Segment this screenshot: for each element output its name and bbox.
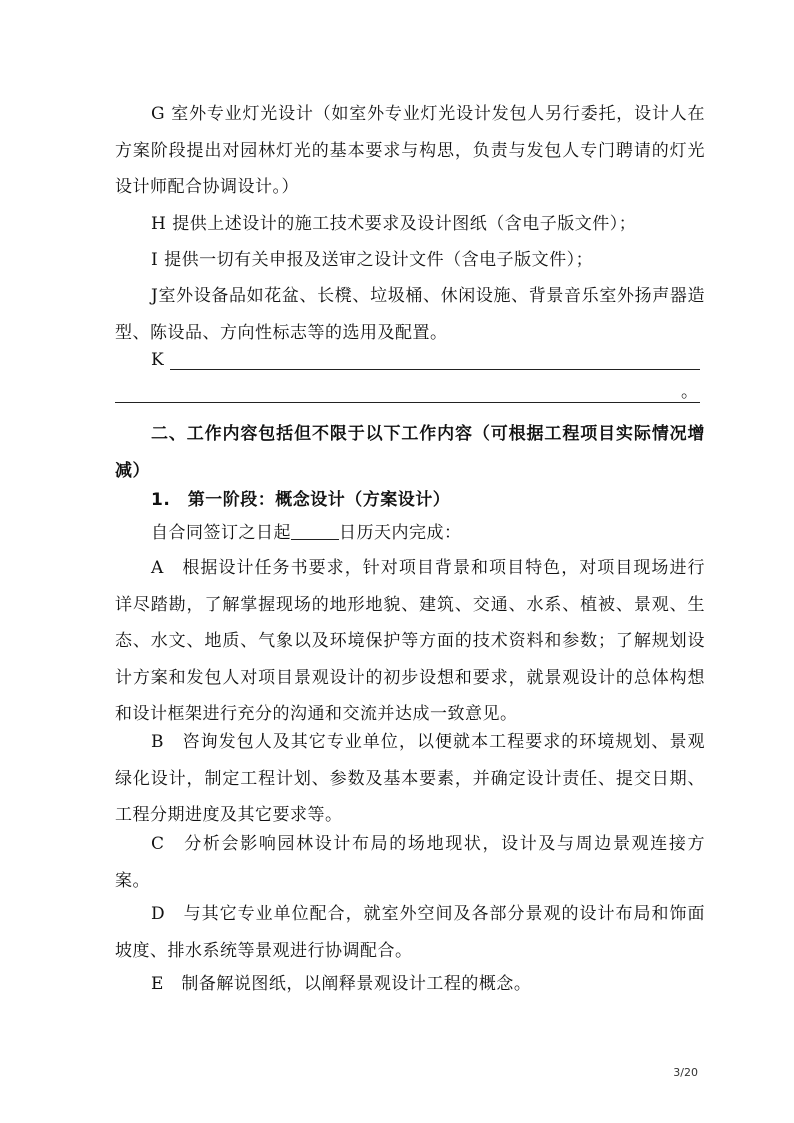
section-2-heading: 二、工作内容包括但不限于以下工作内容（可根据工程项目实际情况增减）: [115, 424, 705, 481]
blank-fill-line-2: [115, 402, 700, 403]
stage-1-heading: 1. 第一阶段：概念设计（方案设计）: [151, 490, 451, 510]
timeframe-prefix: 自合同签订之日起: [151, 523, 291, 543]
paragraph-a: A 根据设计任务书要求，针对项目背景和项目特色，对项目现场进行详尽踏勘，了解掌握现场的地形地貌、建筑、交通、水系、植被、景观、生态、水文、地质、气象以及环境保护等方面的技术资料和参数；了解规划设计方案和发包人对项目景观设计的初步设想和要求，就景观设计的总体构想和设计框架进行充分的沟通和交流并达成一致意见。: [115, 558, 705, 724]
paragraph-k-period: 。: [681, 382, 698, 402]
paragraph-d: D 与其它专业单位配合，就室外空间及各部分景观的设计布局和饰面坡度、排水系统等景观进行协调配合。: [115, 904, 705, 961]
paragraph-e: E 制备解说图纸，以阐释景观设计工程的概念。: [151, 974, 532, 994]
paragraph-j: J室外设备品如花盆、长櫈、垃圾桶、休闲设施、背景音乐室外扬声器造型、陈设品、方向性标志等的选用及配置。: [115, 286, 705, 343]
timeframe-suffix: 日历天内完成：: [339, 523, 462, 543]
stage-1-timeframe: [115, 515, 705, 552]
paragraph-i: I 提供一切有关申报及送审之设计文件（含电子版文件）；: [151, 250, 594, 270]
paragraph-g: G 室外专业灯光设计（如室外专业灯光设计发包人另行委托，设计人在方案阶段提出对园林灯光的基本要求与构思，负责与发包人专门聘请的灯光设计师配合协调设计。）: [115, 104, 705, 197]
paragraph-b: B 咨询发包人及其它专业单位，以便就本工程要求的环境规划、景观绿化设计，制定工程计划、参数及基本要素，并确定设计责任、提交日期、工程分期进度及其它要求等。: [115, 732, 705, 825]
paragraph-k-label: K: [151, 350, 164, 370]
blank-fill-line-1: [170, 369, 700, 370]
paragraph-c: C 分析会影响园林设计布局的场地现状，设计及与周边景观连接方案。: [115, 834, 705, 891]
paragraph-h: H 提供上述设计的施工技术要求及设计图纸（含电子版文件）；: [151, 214, 637, 234]
days-blank: [291, 523, 339, 540]
page-number: 3/20: [673, 1066, 698, 1079]
